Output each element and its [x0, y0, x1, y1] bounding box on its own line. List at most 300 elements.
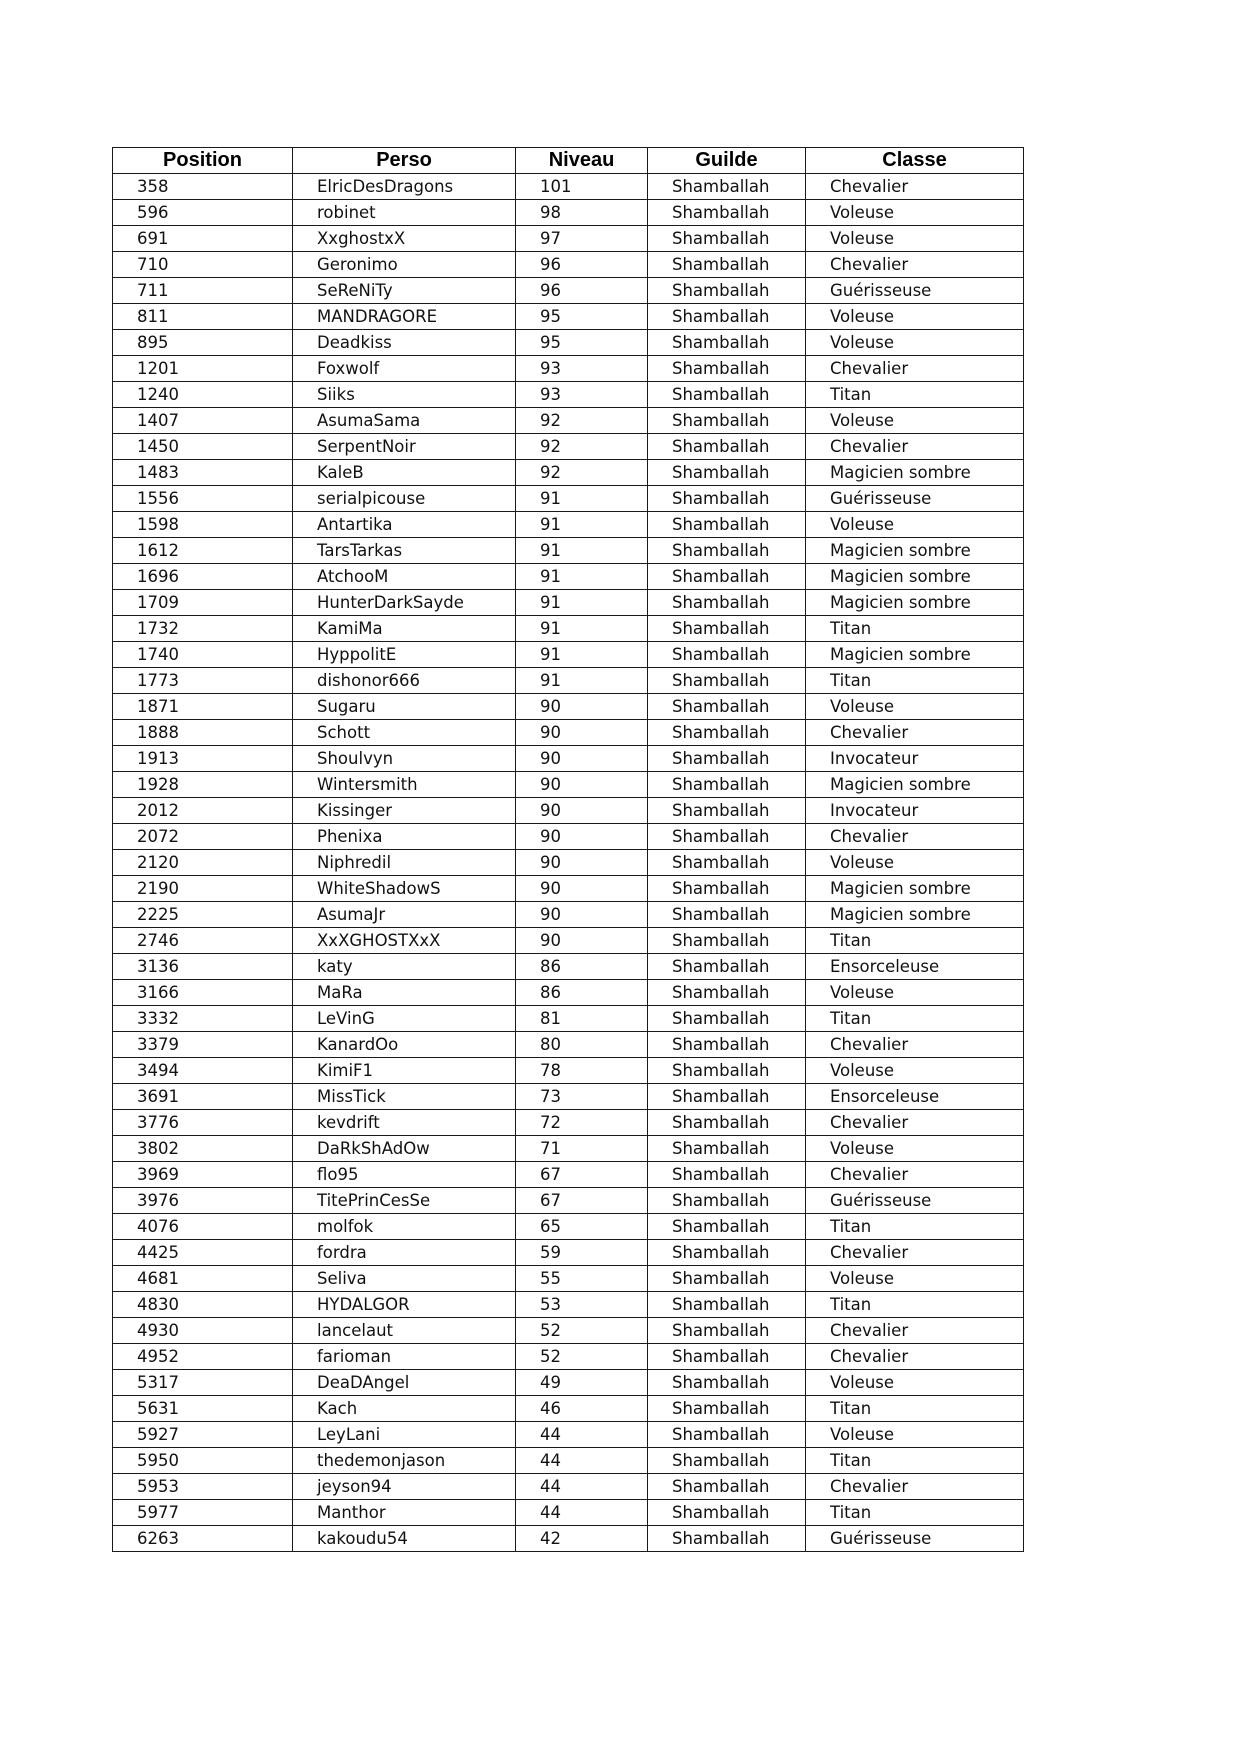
- cell-guilde: Shamballah: [648, 823, 806, 849]
- cell-classe: Magicien sombre: [806, 901, 1024, 927]
- table-row: [113, 1239, 1024, 1265]
- cell-guilde: Shamballah: [648, 901, 806, 927]
- table-row: [113, 485, 1024, 511]
- cell-classe: Chevalier: [806, 719, 1024, 745]
- cell-position: 3976: [113, 1187, 293, 1213]
- cell-niveau: 90: [516, 875, 648, 901]
- cell-perso: AsumaJr: [293, 901, 516, 927]
- cell-position: 2120: [113, 849, 293, 875]
- cell-position: 2072: [113, 823, 293, 849]
- cell-position: 1483: [113, 459, 293, 485]
- cell-classe: Guérisseuse: [806, 485, 1024, 511]
- cell-niveau: 93: [516, 355, 648, 381]
- cell-niveau: 91: [516, 537, 648, 563]
- cell-guilde: Shamballah: [648, 1083, 806, 1109]
- cell-position: 596: [113, 199, 293, 225]
- cell-classe: Voleuse: [806, 1057, 1024, 1083]
- cell-perso: katy: [293, 953, 516, 979]
- cell-guilde: Shamballah: [648, 1395, 806, 1421]
- cell-niveau: 86: [516, 953, 648, 979]
- cell-niveau: 90: [516, 901, 648, 927]
- header-position: Position: [113, 148, 293, 174]
- cell-guilde: Shamballah: [648, 953, 806, 979]
- table-row: [113, 1187, 1024, 1213]
- cell-guilde: Shamballah: [648, 537, 806, 563]
- cell-classe: Titan: [806, 667, 1024, 693]
- cell-niveau: 91: [516, 667, 648, 693]
- cell-classe: Titan: [806, 1213, 1024, 1239]
- cell-niveau: 52: [516, 1317, 648, 1343]
- cell-position: 6263: [113, 1525, 293, 1551]
- cell-niveau: 72: [516, 1109, 648, 1135]
- cell-perso: serialpicouse: [293, 485, 516, 511]
- cell-position: 1407: [113, 407, 293, 433]
- cell-position: 1928: [113, 771, 293, 797]
- table-row: [113, 1291, 1024, 1317]
- table-row: [113, 1161, 1024, 1187]
- cell-guilde: Shamballah: [648, 1161, 806, 1187]
- cell-position: 358: [113, 173, 293, 199]
- cell-position: 4425: [113, 1239, 293, 1265]
- cell-niveau: 98: [516, 199, 648, 225]
- cell-niveau: 46: [516, 1395, 648, 1421]
- cell-niveau: 53: [516, 1291, 648, 1317]
- header-perso: Perso: [293, 148, 516, 174]
- table-row: [113, 433, 1024, 459]
- cell-perso: Manthor: [293, 1499, 516, 1525]
- table-row: [113, 979, 1024, 1005]
- cell-guilde: Shamballah: [648, 355, 806, 381]
- cell-classe: Voleuse: [806, 849, 1024, 875]
- cell-classe: Voleuse: [806, 303, 1024, 329]
- cell-classe: Magicien sombre: [806, 459, 1024, 485]
- table-row: [113, 1135, 1024, 1161]
- cell-position: 2746: [113, 927, 293, 953]
- cell-position: 3802: [113, 1135, 293, 1161]
- cell-perso: Shoulvyn: [293, 745, 516, 771]
- table-row: [113, 381, 1024, 407]
- cell-classe: Magicien sombre: [806, 537, 1024, 563]
- cell-guilde: Shamballah: [648, 1005, 806, 1031]
- cell-position: 3166: [113, 979, 293, 1005]
- table-row: [113, 797, 1024, 823]
- cell-niveau: 91: [516, 563, 648, 589]
- cell-guilde: Shamballah: [648, 329, 806, 355]
- cell-guilde: Shamballah: [648, 1447, 806, 1473]
- cell-classe: Chevalier: [806, 251, 1024, 277]
- cell-classe: Voleuse: [806, 1135, 1024, 1161]
- cell-perso: jeyson94: [293, 1473, 516, 1499]
- cell-classe: Titan: [806, 1499, 1024, 1525]
- table-row: [113, 225, 1024, 251]
- table-row: [113, 407, 1024, 433]
- cell-position: 1732: [113, 615, 293, 641]
- cell-perso: Phenixa: [293, 823, 516, 849]
- cell-classe: Chevalier: [806, 1239, 1024, 1265]
- cell-classe: Voleuse: [806, 1265, 1024, 1291]
- cell-perso: XxghostxX: [293, 225, 516, 251]
- cell-guilde: Shamballah: [648, 875, 806, 901]
- cell-guilde: Shamballah: [648, 1031, 806, 1057]
- cell-guilde: Shamballah: [648, 1499, 806, 1525]
- cell-guilde: Shamballah: [648, 927, 806, 953]
- cell-position: 2190: [113, 875, 293, 901]
- cell-niveau: 65: [516, 1213, 648, 1239]
- cell-guilde: Shamballah: [648, 1213, 806, 1239]
- cell-position: 3332: [113, 1005, 293, 1031]
- cell-perso: LeyLani: [293, 1421, 516, 1447]
- table-row: [113, 1005, 1024, 1031]
- table-body: [113, 173, 1024, 1551]
- cell-perso: XxXGHOSTXxX: [293, 927, 516, 953]
- table-row: [113, 1057, 1024, 1083]
- cell-classe: Titan: [806, 1291, 1024, 1317]
- table-row: [113, 1499, 1024, 1525]
- cell-niveau: 92: [516, 459, 648, 485]
- cell-perso: thedemonjason: [293, 1447, 516, 1473]
- cell-perso: LeVinG: [293, 1005, 516, 1031]
- cell-niveau: 81: [516, 1005, 648, 1031]
- table-row: [113, 1395, 1024, 1421]
- cell-perso: AtchooM: [293, 563, 516, 589]
- cell-position: 5317: [113, 1369, 293, 1395]
- cell-niveau: 90: [516, 927, 648, 953]
- cell-niveau: 93: [516, 381, 648, 407]
- header-row: [113, 148, 1024, 174]
- table-row: [113, 589, 1024, 615]
- cell-classe: Chevalier: [806, 1161, 1024, 1187]
- table-row: [113, 303, 1024, 329]
- table-row: [113, 1265, 1024, 1291]
- cell-position: 5977: [113, 1499, 293, 1525]
- cell-niveau: 95: [516, 329, 648, 355]
- cell-position: 5950: [113, 1447, 293, 1473]
- cell-position: 811: [113, 303, 293, 329]
- cell-classe: Voleuse: [806, 225, 1024, 251]
- cell-perso: Kach: [293, 1395, 516, 1421]
- cell-guilde: Shamballah: [648, 511, 806, 537]
- cell-classe: Voleuse: [806, 329, 1024, 355]
- cell-perso: molfok: [293, 1213, 516, 1239]
- cell-niveau: 55: [516, 1265, 648, 1291]
- table-row: [113, 693, 1024, 719]
- cell-perso: Antartika: [293, 511, 516, 537]
- table-row: [113, 1343, 1024, 1369]
- cell-classe: Guérisseuse: [806, 277, 1024, 303]
- cell-position: 4952: [113, 1343, 293, 1369]
- table-row: [113, 927, 1024, 953]
- cell-niveau: 90: [516, 823, 648, 849]
- cell-position: 3776: [113, 1109, 293, 1135]
- cell-position: 3379: [113, 1031, 293, 1057]
- cell-niveau: 96: [516, 251, 648, 277]
- cell-guilde: Shamballah: [648, 459, 806, 485]
- cell-niveau: 71: [516, 1135, 648, 1161]
- cell-niveau: 90: [516, 849, 648, 875]
- cell-position: 5927: [113, 1421, 293, 1447]
- cell-niveau: 44: [516, 1473, 648, 1499]
- cell-perso: flo95: [293, 1161, 516, 1187]
- cell-position: 1913: [113, 745, 293, 771]
- cell-perso: AsumaSama: [293, 407, 516, 433]
- cell-position: 5953: [113, 1473, 293, 1499]
- cell-classe: Voleuse: [806, 1369, 1024, 1395]
- cell-guilde: Shamballah: [648, 563, 806, 589]
- cell-perso: kakoudu54: [293, 1525, 516, 1551]
- cell-perso: fordra: [293, 1239, 516, 1265]
- cell-classe: Voleuse: [806, 979, 1024, 1005]
- cell-guilde: Shamballah: [648, 433, 806, 459]
- cell-perso: Kissinger: [293, 797, 516, 823]
- cell-perso: MANDRAGORE: [293, 303, 516, 329]
- cell-guilde: Shamballah: [648, 225, 806, 251]
- table-row: [113, 1369, 1024, 1395]
- cell-guilde: Shamballah: [648, 1109, 806, 1135]
- cell-guilde: Shamballah: [648, 667, 806, 693]
- cell-niveau: 91: [516, 589, 648, 615]
- cell-classe: Titan: [806, 381, 1024, 407]
- cell-classe: Chevalier: [806, 355, 1024, 381]
- cell-perso: Deadkiss: [293, 329, 516, 355]
- cell-position: 1598: [113, 511, 293, 537]
- cell-classe: Chevalier: [806, 1317, 1024, 1343]
- table-row: [113, 1213, 1024, 1239]
- cell-perso: HYDALGOR: [293, 1291, 516, 1317]
- table-row: [113, 719, 1024, 745]
- cell-niveau: 92: [516, 433, 648, 459]
- cell-position: 4830: [113, 1291, 293, 1317]
- cell-niveau: 44: [516, 1447, 648, 1473]
- cell-guilde: Shamballah: [648, 251, 806, 277]
- cell-niveau: 73: [516, 1083, 648, 1109]
- cell-guilde: Shamballah: [648, 277, 806, 303]
- cell-position: 1240: [113, 381, 293, 407]
- cell-guilde: Shamballah: [648, 381, 806, 407]
- cell-guilde: Shamballah: [648, 745, 806, 771]
- table-row: [113, 1317, 1024, 1343]
- table-row: [113, 199, 1024, 225]
- table-row: [113, 1083, 1024, 1109]
- cell-perso: kevdrift: [293, 1109, 516, 1135]
- table-row: [113, 849, 1024, 875]
- cell-niveau: 90: [516, 797, 648, 823]
- table-row: [113, 953, 1024, 979]
- cell-guilde: Shamballah: [648, 407, 806, 433]
- cell-classe: Chevalier: [806, 433, 1024, 459]
- cell-position: 1556: [113, 485, 293, 511]
- table-row: [113, 1447, 1024, 1473]
- cell-guilde: Shamballah: [648, 199, 806, 225]
- cell-perso: farioman: [293, 1343, 516, 1369]
- table-row: [113, 901, 1024, 927]
- cell-perso: TarsTarkas: [293, 537, 516, 563]
- cell-guilde: Shamballah: [648, 303, 806, 329]
- cell-perso: Schott: [293, 719, 516, 745]
- cell-perso: Siiks: [293, 381, 516, 407]
- cell-classe: Guérisseuse: [806, 1187, 1024, 1213]
- cell-niveau: 97: [516, 225, 648, 251]
- cell-niveau: 91: [516, 511, 648, 537]
- cell-classe: Magicien sombre: [806, 563, 1024, 589]
- cell-position: 1740: [113, 641, 293, 667]
- cell-guilde: Shamballah: [648, 1317, 806, 1343]
- header-niveau: Niveau: [516, 148, 648, 174]
- cell-guilde: Shamballah: [648, 1057, 806, 1083]
- table-row: [113, 667, 1024, 693]
- cell-perso: Sugaru: [293, 693, 516, 719]
- table-row: [113, 875, 1024, 901]
- cell-position: 691: [113, 225, 293, 251]
- cell-perso: Geronimo: [293, 251, 516, 277]
- cell-guilde: Shamballah: [648, 589, 806, 615]
- table-row: [113, 329, 1024, 355]
- cell-guilde: Shamballah: [648, 1525, 806, 1551]
- cell-classe: Titan: [806, 1447, 1024, 1473]
- cell-perso: KimiF1: [293, 1057, 516, 1083]
- cell-position: 895: [113, 329, 293, 355]
- cell-position: 4930: [113, 1317, 293, 1343]
- table-row: [113, 1031, 1024, 1057]
- table-row: [113, 823, 1024, 849]
- cell-guilde: Shamballah: [648, 641, 806, 667]
- cell-guilde: Shamballah: [648, 719, 806, 745]
- table-row: [113, 771, 1024, 797]
- cell-perso: Niphredil: [293, 849, 516, 875]
- cell-niveau: 90: [516, 771, 648, 797]
- cell-classe: Titan: [806, 1005, 1024, 1031]
- cell-position: 3691: [113, 1083, 293, 1109]
- table-row: [113, 641, 1024, 667]
- cell-classe: Ensorceleuse: [806, 1083, 1024, 1109]
- cell-perso: Seliva: [293, 1265, 516, 1291]
- cell-position: 4076: [113, 1213, 293, 1239]
- cell-classe: Magicien sombre: [806, 875, 1024, 901]
- table-row: [113, 537, 1024, 563]
- cell-classe: Titan: [806, 927, 1024, 953]
- cell-classe: Voleuse: [806, 199, 1024, 225]
- cell-guilde: Shamballah: [648, 849, 806, 875]
- table-row: [113, 1525, 1024, 1551]
- cell-perso: DaRkShAdOw: [293, 1135, 516, 1161]
- cell-perso: HunterDarkSayde: [293, 589, 516, 615]
- cell-niveau: 90: [516, 719, 648, 745]
- cell-classe: Invocateur: [806, 745, 1024, 771]
- cell-perso: SerpentNoir: [293, 433, 516, 459]
- cell-position: 2012: [113, 797, 293, 823]
- cell-guilde: Shamballah: [648, 797, 806, 823]
- table-row: [113, 1421, 1024, 1447]
- table-row: [113, 355, 1024, 381]
- cell-perso: KaleB: [293, 459, 516, 485]
- cell-classe: Titan: [806, 1395, 1024, 1421]
- header-guilde: Guilde: [648, 148, 806, 174]
- cell-niveau: 92: [516, 407, 648, 433]
- cell-classe: Ensorceleuse: [806, 953, 1024, 979]
- cell-niveau: 44: [516, 1499, 648, 1525]
- cell-niveau: 52: [516, 1343, 648, 1369]
- cell-perso: KanardOo: [293, 1031, 516, 1057]
- cell-niveau: 91: [516, 485, 648, 511]
- cell-guilde: Shamballah: [648, 693, 806, 719]
- table-row: [113, 1109, 1024, 1135]
- cell-position: 1696: [113, 563, 293, 589]
- cell-niveau: 67: [516, 1187, 648, 1213]
- cell-classe: Chevalier: [806, 823, 1024, 849]
- cell-guilde: Shamballah: [648, 771, 806, 797]
- cell-niveau: 44: [516, 1421, 648, 1447]
- cell-guilde: Shamballah: [648, 1343, 806, 1369]
- cell-perso: SeReNiTy: [293, 277, 516, 303]
- table-row: [113, 277, 1024, 303]
- cell-niveau: 80: [516, 1031, 648, 1057]
- cell-guilde: Shamballah: [648, 979, 806, 1005]
- cell-guilde: Shamballah: [648, 1421, 806, 1447]
- cell-classe: Chevalier: [806, 173, 1024, 199]
- cell-perso: DeaDAngel: [293, 1369, 516, 1395]
- cell-guilde: Shamballah: [648, 615, 806, 641]
- cell-niveau: 91: [516, 615, 648, 641]
- cell-niveau: 86: [516, 979, 648, 1005]
- cell-position: 2225: [113, 901, 293, 927]
- cell-perso: lancelaut: [293, 1317, 516, 1343]
- cell-classe: Chevalier: [806, 1473, 1024, 1499]
- cell-perso: Foxwolf: [293, 355, 516, 381]
- cell-classe: Voleuse: [806, 407, 1024, 433]
- cell-classe: Chevalier: [806, 1343, 1024, 1369]
- cell-classe: Magicien sombre: [806, 641, 1024, 667]
- cell-classe: Invocateur: [806, 797, 1024, 823]
- cell-position: 4681: [113, 1265, 293, 1291]
- table-row: [113, 511, 1024, 537]
- guild-members-table: [112, 147, 1024, 1552]
- cell-guilde: Shamballah: [648, 1369, 806, 1395]
- cell-niveau: 49: [516, 1369, 648, 1395]
- cell-guilde: Shamballah: [648, 1265, 806, 1291]
- table-row: [113, 745, 1024, 771]
- table-row: [113, 251, 1024, 277]
- table-row: [113, 615, 1024, 641]
- cell-guilde: Shamballah: [648, 1135, 806, 1161]
- cell-classe: Magicien sombre: [806, 589, 1024, 615]
- cell-classe: Guérisseuse: [806, 1525, 1024, 1551]
- cell-perso: dishonor666: [293, 667, 516, 693]
- cell-position: 1871: [113, 693, 293, 719]
- cell-guilde: Shamballah: [648, 485, 806, 511]
- cell-classe: Chevalier: [806, 1109, 1024, 1135]
- cell-guilde: Shamballah: [648, 1239, 806, 1265]
- cell-position: 3136: [113, 953, 293, 979]
- cell-niveau: 96: [516, 277, 648, 303]
- cell-position: 1612: [113, 537, 293, 563]
- header-classe: Classe: [806, 148, 1024, 174]
- cell-niveau: 59: [516, 1239, 648, 1265]
- cell-perso: MaRa: [293, 979, 516, 1005]
- cell-position: 711: [113, 277, 293, 303]
- cell-guilde: Shamballah: [648, 1291, 806, 1317]
- table-row: [113, 173, 1024, 199]
- table-row: [113, 1473, 1024, 1499]
- cell-guilde: Shamballah: [648, 1187, 806, 1213]
- cell-niveau: 42: [516, 1525, 648, 1551]
- table-row: [113, 459, 1024, 485]
- cell-classe: Titan: [806, 615, 1024, 641]
- cell-perso: ElricDesDragons: [293, 173, 516, 199]
- cell-classe: Magicien sombre: [806, 771, 1024, 797]
- cell-position: 1201: [113, 355, 293, 381]
- table-row: [113, 563, 1024, 589]
- cell-position: 1450: [113, 433, 293, 459]
- cell-perso: TitePrinCesSe: [293, 1187, 516, 1213]
